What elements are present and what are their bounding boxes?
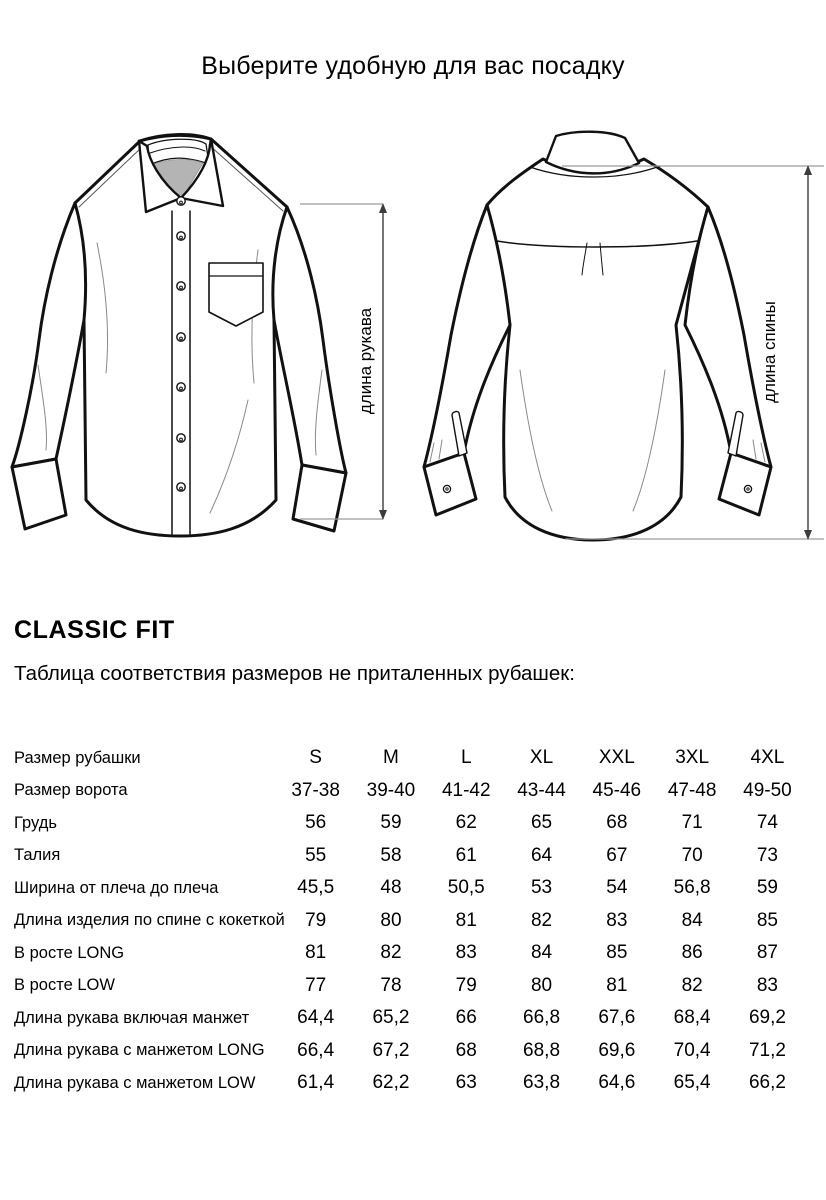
size-value: 4XL — [750, 747, 785, 769]
front-left-sleeve — [12, 203, 86, 467]
size-value: 87 — [756, 942, 778, 964]
size-value: 67,2 — [372, 1039, 410, 1061]
front-arrow-label: длина рукава — [356, 307, 375, 415]
size-value: 86 — [681, 942, 703, 964]
size-value: 55 — [305, 844, 327, 866]
size-value: 62,2 — [372, 1072, 410, 1094]
size-value: 84 — [681, 909, 703, 931]
size-value: 68 — [455, 1039, 477, 1061]
back-left-sleeve — [424, 205, 510, 467]
size-value: 59 — [380, 812, 402, 834]
size-value: 83 — [756, 974, 778, 996]
table-row — [14, 775, 809, 808]
size-value: XXL — [598, 747, 635, 769]
size-value: 56,8 — [673, 877, 711, 899]
size-value: 45-46 — [592, 779, 642, 801]
size-value: 59 — [756, 877, 778, 899]
size-value: 80 — [380, 909, 402, 931]
back-body — [487, 159, 708, 540]
size-value: 61 — [455, 844, 477, 866]
shirt-diagram — [0, 115, 826, 610]
size-value: 82 — [380, 942, 402, 964]
size-value: 66 — [455, 1007, 477, 1029]
size-value: 82 — [530, 909, 553, 931]
size-value: 79 — [455, 974, 477, 996]
size-value: 41-42 — [441, 779, 491, 801]
row-label: Талия — [14, 846, 61, 865]
size-value: 66,2 — [748, 1072, 786, 1094]
size-value: 50,5 — [447, 877, 485, 899]
size-value: 81 — [305, 942, 327, 964]
page-title: Выберите удобную для вас посадку — [201, 52, 625, 80]
size-value: 64,4 — [297, 1007, 335, 1029]
row-label: В росте LONG — [14, 943, 125, 962]
size-value: 67 — [606, 844, 628, 866]
size-value: 58 — [380, 844, 402, 866]
size-value: 74 — [756, 812, 778, 834]
size-value: 66,4 — [297, 1039, 335, 1061]
front-left-cuff — [12, 459, 66, 529]
size-value: 64 — [530, 844, 553, 866]
back-right-sleeve — [685, 207, 771, 467]
shirt-back-drawing — [424, 132, 771, 540]
size-value: 83 — [606, 909, 628, 931]
size-value: 63,8 — [523, 1072, 561, 1094]
back-arrow-label: длина спины — [760, 301, 779, 403]
table-row — [14, 1035, 809, 1068]
row-label: Грудь — [14, 813, 57, 832]
size-value: 68,8 — [523, 1039, 561, 1061]
size-value: 79 — [305, 909, 327, 931]
table-row — [14, 1067, 809, 1100]
row-label: Длина рукава включая манжет — [14, 1008, 250, 1027]
size-value: 54 — [606, 877, 628, 899]
size-value: 69,2 — [748, 1007, 786, 1029]
row-label: Длина рукава с манжетом LOW — [14, 1073, 256, 1092]
size-value: 56 — [305, 812, 327, 834]
size-value: 64,6 — [598, 1072, 636, 1094]
table-row — [14, 872, 809, 905]
size-value: 78 — [380, 974, 402, 996]
size-value: 39-40 — [366, 779, 416, 801]
size-value: 61,4 — [297, 1072, 335, 1094]
size-value: 68,4 — [673, 1007, 711, 1029]
size-value: 70 — [681, 844, 703, 866]
row-label: Длина рукава с манжетом LONG — [14, 1041, 265, 1060]
table-row — [14, 937, 809, 970]
size-value: 65,4 — [673, 1072, 711, 1094]
table-row — [14, 742, 809, 775]
row-label: Размер рубашки — [14, 748, 141, 767]
size-value: 77 — [305, 974, 327, 996]
size-value: 62 — [455, 812, 477, 834]
table-subtitle: Таблица соответствия размеров не приталенных рубашек: — [14, 662, 575, 685]
shirt-front-drawing — [12, 134, 346, 536]
row-label: Размер ворота — [14, 781, 128, 800]
row-label: Длина изделия по спине с кокеткой — [14, 911, 285, 930]
size-value: 47-48 — [667, 779, 717, 801]
size-value: L — [460, 747, 472, 769]
fit-heading: CLASSIC FIT — [14, 616, 175, 644]
size-value: 84 — [530, 942, 553, 964]
size-value: 48 — [380, 877, 402, 899]
size-value: S — [309, 747, 322, 769]
front-right-sleeve — [273, 207, 346, 473]
table-row — [14, 970, 809, 1003]
table-row — [14, 905, 809, 938]
size-value: 81 — [455, 909, 477, 931]
front-pocket — [209, 263, 263, 326]
back-right-cuff-button — [744, 485, 751, 492]
size-value: 80 — [530, 974, 553, 996]
size-value: 85 — [606, 942, 628, 964]
size-value: 85 — [756, 909, 778, 931]
size-value: 67,6 — [598, 1007, 636, 1029]
size-value: 43-44 — [517, 779, 566, 801]
size-value: 73 — [756, 844, 778, 866]
size-value: 81 — [606, 974, 628, 996]
row-label: В росте LOW — [14, 976, 115, 995]
back-left-cuff-button — [443, 485, 450, 492]
row-label: Ширина от плеча до плеча — [14, 878, 219, 897]
size-value: 82 — [681, 974, 703, 996]
table-row — [14, 807, 809, 840]
size-value: 63 — [455, 1072, 477, 1094]
size-value: 68 — [606, 812, 628, 834]
size-value: 71 — [681, 812, 703, 834]
size-value: 65,2 — [372, 1007, 410, 1029]
back-collar — [546, 132, 639, 174]
size-value: XL — [529, 747, 554, 769]
size-value: M — [383, 747, 399, 769]
size-table — [14, 742, 809, 1100]
size-value: 3XL — [675, 747, 710, 769]
size-value: 65 — [530, 812, 553, 834]
front-right-cuff — [293, 465, 346, 531]
size-value: 66,8 — [523, 1007, 561, 1029]
size-value: 69,6 — [598, 1039, 636, 1061]
size-value: 45,5 — [297, 877, 335, 899]
size-value: 70,4 — [673, 1039, 711, 1061]
size-value: 53 — [530, 877, 553, 899]
size-value: 49-50 — [743, 779, 792, 801]
size-value: 83 — [455, 942, 477, 964]
table-row — [14, 1002, 809, 1035]
size-value: 37-38 — [291, 779, 340, 801]
table-row — [14, 840, 809, 873]
size-value: 71,2 — [748, 1039, 786, 1061]
